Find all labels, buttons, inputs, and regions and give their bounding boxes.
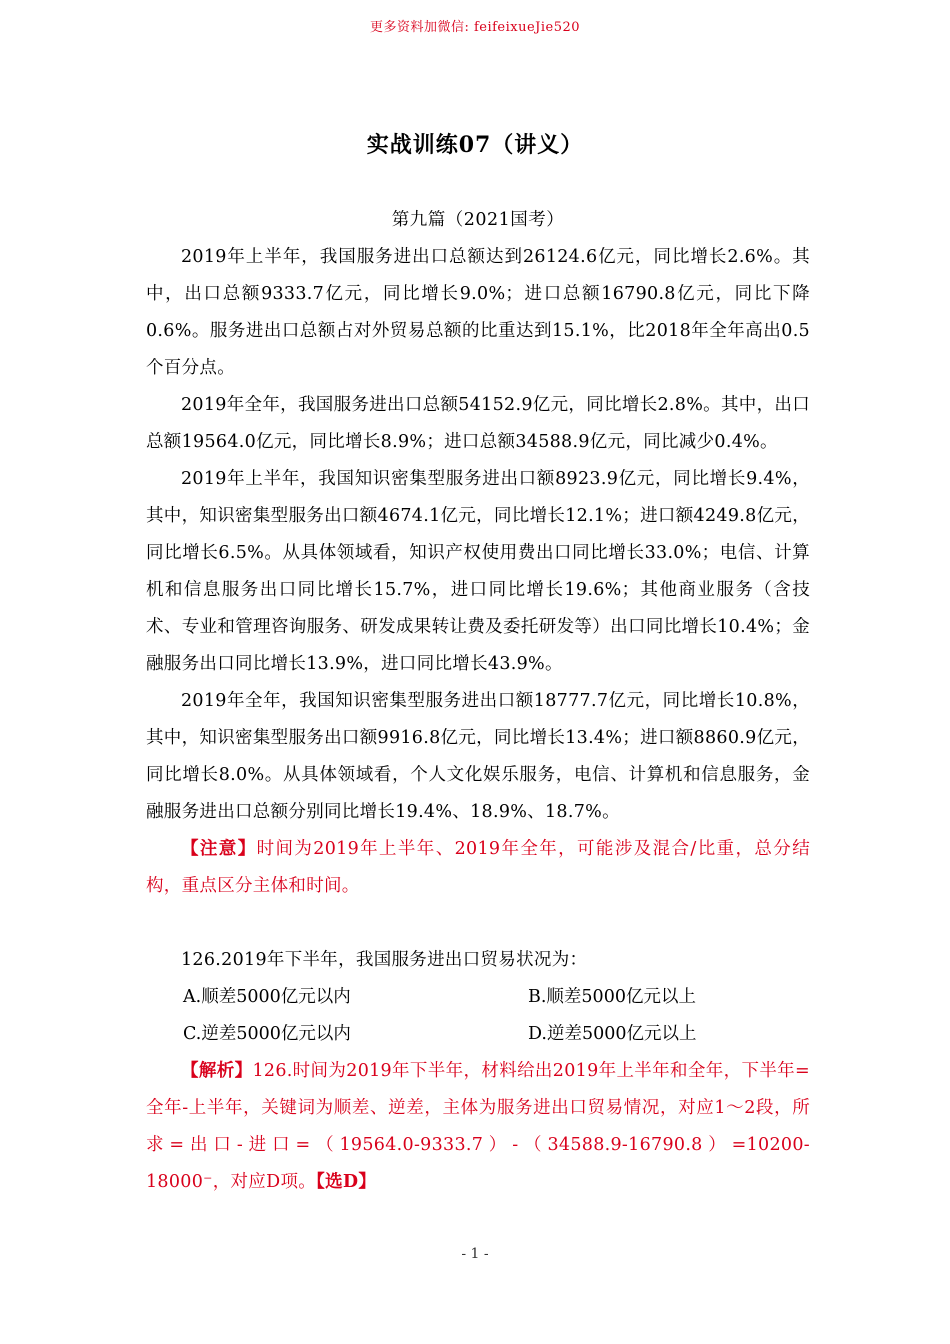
answer-label: 【选D】 xyxy=(316,1172,377,1192)
answer-options xyxy=(146,979,810,1053)
header-contact-note: 更多资料加微信: feifeixueJie520 xyxy=(369,20,581,35)
document-body xyxy=(146,202,810,1201)
document-title: 实战训练07（讲义） xyxy=(366,132,584,158)
analysis-label: 【解析】 xyxy=(181,1061,253,1081)
material-paragraph-4: 2019年全年，我国知识密集型服务进出口额18777.7亿元，同比增长10.8%，其中，知识密集型服务出口额9916.8亿元，同比增长13.4%；进口额8860.9亿元，同比增长8.0%。从具体领域看，个人文化娱乐服务，电信、计算机和信息服务，金融服务进出口总额分别同比增长19.4%、18.9%、18.7%。 xyxy=(146,691,810,822)
option-c[interactable]: C.逆差5000亿元以内 xyxy=(183,1024,351,1044)
note-paragraph xyxy=(146,831,810,905)
analysis-paragraph xyxy=(146,1053,810,1201)
question-stem: 126.2019年下半年，我国服务进出口贸易状况为： xyxy=(181,950,588,970)
analysis-text: 126.时间为2019年下半年，材料给出2019年上半年和全年，下半年=全年-上半年，关键词为顺差、逆差，主体为服务进出口贸易情况，对应1～2段，所求=出口-进口=（19564.0-9333.7）-（34588.9-16790.8）=10200-18000⁻，对应D项。 xyxy=(146,1061,811,1192)
section-heading: 第九篇（2021国考） xyxy=(391,210,565,230)
material-paragraph-2: 2019年全年，我国服务进出口总额54152.9亿元，同比增长2.8%。其中，出口总额19564.0亿元，同比增长8.9%；进口总额34588.9亿元，同比减少0.4%。 xyxy=(146,395,810,452)
note-label: 【注意】 xyxy=(181,839,257,859)
option-b[interactable]: B.顺差5000亿元以上 xyxy=(528,987,696,1007)
material-paragraph-1: 2019年上半年，我国服务进出口总额达到26124.6亿元，同比增长2.6%。其中，出口总额9333.7亿元，同比增长9.0%；进口总额16790.8亿元，同比下降0.6%。服务进出口总额占对外贸易总额的比重达到15.1%，比2018年全年高出0.5个百分点。 xyxy=(146,247,810,378)
page-number: - 1 - xyxy=(461,1246,489,1262)
note-text: 时间为2019年上半年、2019年全年，可能涉及混合/比重，总分结构，重点区分主体和时间。 xyxy=(146,839,810,896)
option-d[interactable]: D.逆差5000亿元以上 xyxy=(528,1024,697,1044)
option-a[interactable]: A.顺差5000亿元以内 xyxy=(183,987,351,1007)
material-paragraph-3: 2019年上半年，我国知识密集型服务进出口额8923.9亿元，同比增长9.4%，其中，知识密集型服务出口额4674.1亿元，同比增长12.1%；进口额4249.8亿元，同比增长6.5%。从具体领域看，知识产权使用费出口同比增长33.0%；电信、计算机和信息服务出口同比增长15.7%，进口同比增长19.6%；其他商业服务（含技术、专业和管理咨询服务、研发成果转让费及委托研发等）出口同比增长10.4%；金融服务出口同比增长13.9%，进口同比增长43.9%。 xyxy=(146,469,810,674)
